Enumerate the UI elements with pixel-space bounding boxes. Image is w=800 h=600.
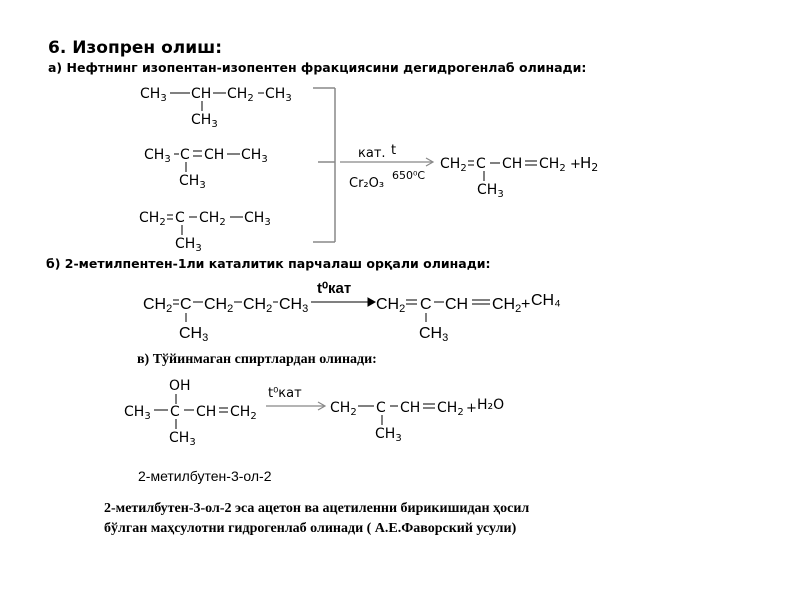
svg-text:CH3: $CH_3$ bbox=[191, 112, 218, 130]
svg-text:CH3: $CH_3$ bbox=[375, 426, 402, 444]
temperature-symbol: t bbox=[391, 143, 397, 158]
svg-text:CH3: $CH_3$ bbox=[175, 236, 202, 254]
svg-text:CH: CH bbox=[502, 156, 523, 172]
svg-text:CH3: $CH_3$ bbox=[265, 86, 292, 104]
svg-text:CH2: $CH_2$ bbox=[440, 156, 467, 174]
footer-line-2: бўлган маҳсулотни гидрогенлаб олинади ( А.Е.Фаворский усули) bbox=[104, 521, 517, 536]
methylbutenol-formula bbox=[124, 378, 257, 448]
footer-line-1: 2-метилбутен-3-ол-2 эса ацетон ва ацетиленни бирикишидан ҳосил bbox=[104, 501, 530, 516]
svg-text:CH: CH bbox=[204, 147, 225, 163]
svg-text:CH2: $CH_2$ bbox=[230, 404, 257, 422]
svg-text:C: C bbox=[420, 296, 432, 313]
svg-text:CH: CH bbox=[400, 400, 421, 416]
isoprene-formula-c bbox=[330, 400, 477, 444]
svg-text:CH2: $CH_2$ bbox=[437, 400, 464, 418]
section-c-caption: 2-метилбутен-3-ол-2 bbox=[138, 468, 272, 484]
svg-text:CH2: CH2 bbox=[243, 296, 273, 315]
catalyst-formula: Cr₂O₃ bbox=[349, 176, 385, 191]
catalyst-label: кат. bbox=[358, 146, 386, 161]
svg-text:CH3: CH3 bbox=[279, 296, 309, 315]
svg-text:CH3: $CH_3$ bbox=[144, 147, 171, 165]
svg-text:C: C bbox=[170, 404, 180, 420]
svg-text:CH2: $CH_2$ bbox=[139, 210, 166, 228]
svg-text:C: C bbox=[180, 296, 192, 313]
section-a-title: а) Нефтнинг изопентан-изопентен фракциясини дегидрогенлаб олинади: bbox=[48, 60, 587, 75]
reaction-arrow-c bbox=[266, 402, 325, 410]
svg-text:CH3: CH3 bbox=[419, 325, 449, 344]
svg-text:CH2: $CH_2$ bbox=[539, 156, 566, 174]
svg-text:CH3: $CH_3$ bbox=[179, 173, 206, 191]
svg-text:CH3: CH3 bbox=[179, 325, 209, 344]
svg-text:+: + bbox=[466, 401, 477, 416]
svg-text:CH3: $CH_3$ bbox=[477, 182, 504, 200]
byproduct-water: H₂O bbox=[477, 397, 505, 413]
section-b-title: б) 2-метилпентен-1ли каталитик парчалаш орқали олинади: bbox=[46, 256, 491, 271]
svg-text:CH2: CH2 bbox=[143, 296, 173, 315]
svg-text:CH3: $CH_3$ bbox=[169, 430, 196, 448]
reaction-temperature: 650⁰C bbox=[392, 169, 426, 182]
svg-text:C: C bbox=[476, 156, 486, 172]
svg-text:C: C bbox=[376, 400, 386, 416]
svg-text:CH2: $CH_2$ bbox=[199, 210, 226, 228]
svg-text:CH: CH bbox=[445, 296, 469, 313]
svg-text:CH2: CH2 bbox=[204, 296, 234, 315]
slide-title: 6. Изопрен олиш: bbox=[48, 38, 222, 58]
svg-text:C: C bbox=[180, 147, 190, 163]
condition-c: t⁰кат bbox=[268, 386, 302, 401]
svg-text:CH2: $CH_2$ bbox=[330, 400, 357, 418]
section-c-title: в) Тўйинмаган спиртлардан олинади: bbox=[137, 352, 377, 367]
svg-text:+: + bbox=[570, 157, 581, 172]
svg-text:CH2: CH2 bbox=[492, 296, 522, 315]
svg-text:CH3: $CH_3$ bbox=[241, 147, 268, 165]
svg-text:CH: CH bbox=[196, 404, 217, 420]
svg-text:CH3: $CH_3$ bbox=[140, 86, 167, 104]
svg-text:+: + bbox=[521, 296, 531, 313]
svg-text:OH: OH bbox=[169, 378, 191, 394]
svg-text:H2: $H_2$ bbox=[580, 154, 599, 174]
condition-b: t⁰кат bbox=[317, 280, 352, 297]
byproduct-methane: CH₄ bbox=[531, 292, 561, 309]
svg-text:CH: CH bbox=[191, 86, 212, 102]
svg-text:CH3: $CH_3$ bbox=[124, 404, 151, 422]
svg-text:CH2: $CH_2$ bbox=[227, 86, 254, 104]
svg-text:CH3: $CH_3$ bbox=[244, 210, 271, 228]
svg-text:C: C bbox=[175, 210, 185, 226]
svg-text:CH2: CH2 bbox=[376, 296, 406, 315]
